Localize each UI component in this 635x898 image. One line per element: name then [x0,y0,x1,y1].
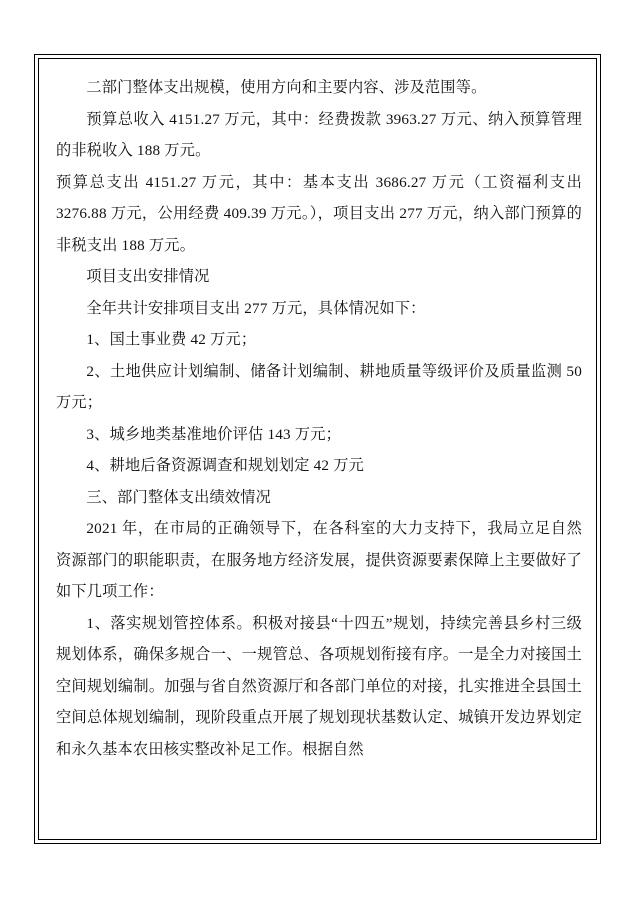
paragraph-1: 二部门整体支出规模，使用方向和主要内容、涉及范围等。 [86,79,487,96]
paragraph-11: 2021 年，在市局的正确领导下，在各科室的大力支持下，我局立足自然资源部门的职能职责，在服务地方经济发展，提供资源要素保障上主要做好了如下几项工作： [56,520,582,600]
paragraph-6: 1、国土事业费 42 万元； [86,331,257,348]
paragraph-7: 2、土地供应计划编制、储备计划编制、耕地质量等级评价及质量监测 50 万元； [56,362,582,411]
paragraph-10: 三、部门整体支出绩效情况 [86,488,272,506]
paragraph-9: 4、耕地后备资源调查和规划划定 42 万元 [86,457,364,474]
paragraph-8: 3、城乡地类基准地价评估 143 万元； [86,425,341,443]
paragraph-4: 项目支出安排情况 [86,268,210,285]
paragraph-2: 预算总收入 4151.27 万元，其中：经费拨款 3963.27 万元、纳入预算管理的非税收入 188 万元。 [56,110,582,159]
paragraph-5: 全年共计安排项目支出 277 万元，具体情况如下： [86,299,426,317]
paragraph-3: 预算总支出 4151.27 万元，其中：基本支出 3686.27 万元（工资福利支出 3276.88 万元，公用经费 409.39 万元。），项目支出 277 万元，纳入部门预算的非税支出 188 万元。 [56,173,582,254]
document-body [56,72,582,828]
paragraph-12: 1、落实规划管控体系。积极对接县“十四五”规划，持续完善县乡村三级规划体系，确保多规合一、一规管总、各项规划衔接有序。一是全力对接国土空间规划编制。加强与省自然资源厅和各部门单位的对接，扎实推进全县国土空间总体规划编制，现阶段重点开展了规划现状基数认定、城镇开发边界划定和永久基本农田核实整改补足工作。根据自然 [56,614,582,758]
